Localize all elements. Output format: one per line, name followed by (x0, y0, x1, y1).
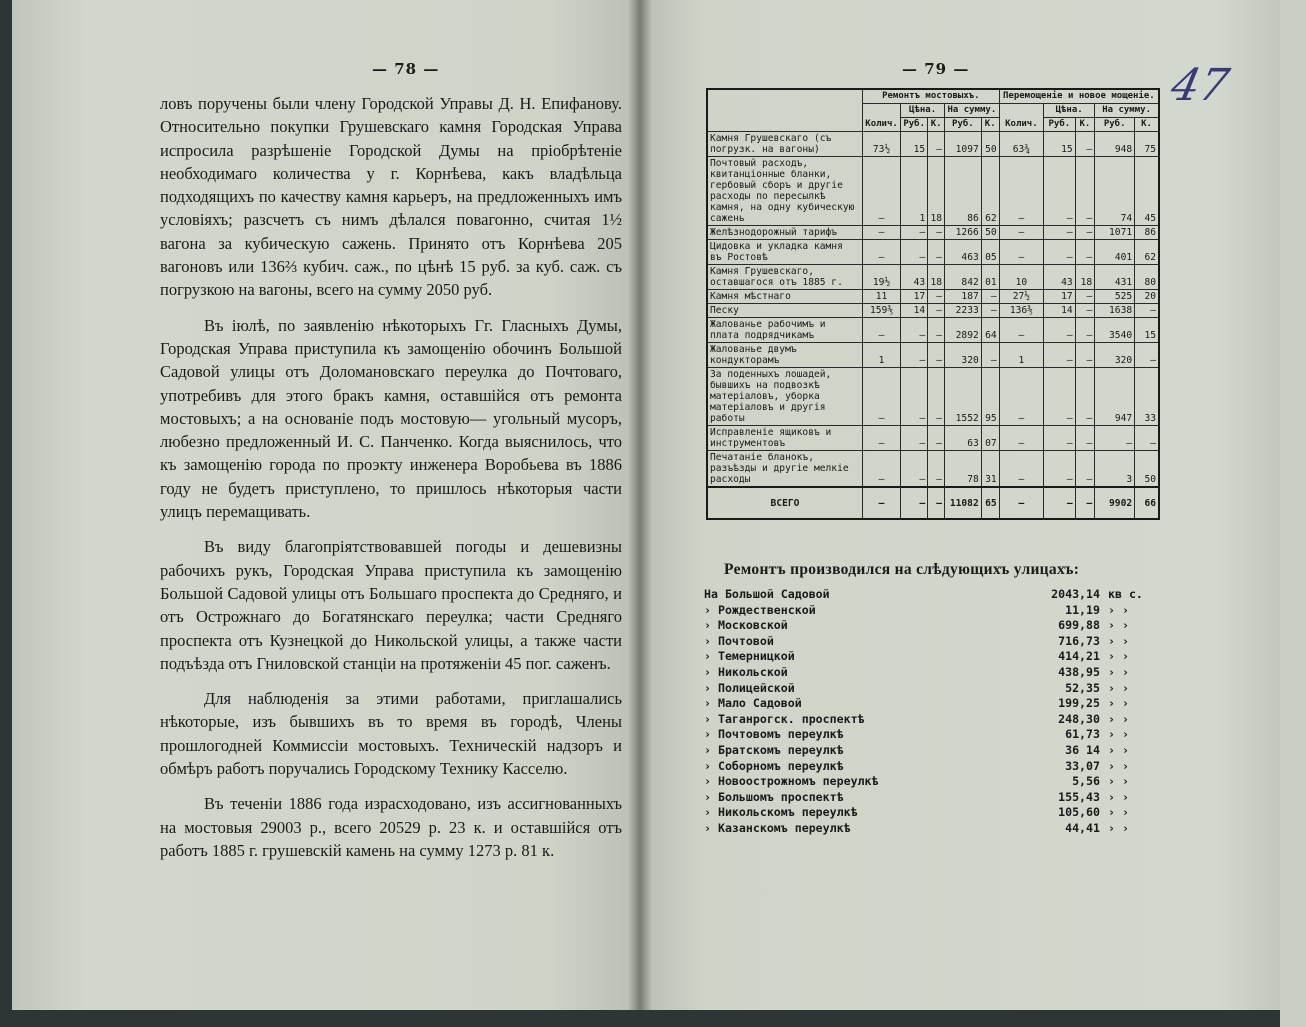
street-name: › Мало Садовой (704, 696, 802, 711)
table-row (707, 368, 1159, 426)
table-cell: 50 (1135, 451, 1159, 488)
table-cell: — (901, 487, 928, 519)
unit-header: К. (1075, 118, 1095, 132)
table-cell: — (1135, 304, 1159, 318)
table-cell: 17 (901, 290, 928, 304)
street-name: › Новоострожномъ переулкѣ (704, 774, 879, 789)
street-area: 61,73 (1065, 727, 1100, 742)
street-unit: › › (1108, 805, 1129, 820)
table-cell: — (863, 451, 901, 488)
street-row (704, 712, 1164, 728)
table-cell: — (928, 426, 945, 451)
table-cell: — (999, 426, 1043, 451)
street-row (704, 634, 1164, 650)
table-cell: 1552 (945, 368, 982, 426)
left-page-text (160, 92, 622, 874)
table-cell: 842 (945, 265, 982, 290)
sub-header-qty-2: Колич. (999, 104, 1043, 132)
table-cell: — (1075, 157, 1095, 226)
total-label: ВСЕГО (707, 487, 863, 519)
table-cell: — (999, 487, 1043, 519)
table-cell: — (1135, 426, 1159, 451)
table-cell: 43 (901, 265, 928, 290)
table-cell: — (1075, 318, 1095, 343)
streets-list (704, 587, 1164, 837)
handwritten-folio-number: 47 (1166, 60, 1234, 111)
street-name: › Рождественской (704, 602, 816, 617)
table-cell: — (999, 157, 1043, 226)
table-cell: 63 (945, 426, 982, 451)
table-cell: 2233 (945, 304, 982, 318)
row-description: Печатаніе бланокъ, разъѣзды и другіе мелкіе расходы (707, 451, 863, 488)
street-unit: › › (1108, 649, 1129, 664)
table-cell: 1 (901, 157, 928, 226)
table-cell: 18 (928, 157, 945, 226)
table-cell: — (863, 240, 901, 265)
street-area: 248,30 (1058, 711, 1100, 726)
street-row (704, 821, 1164, 837)
street-name: › Казанскомъ переулкѣ (704, 820, 851, 835)
table-cell: 75 (1135, 132, 1159, 157)
table-cell: — (1075, 426, 1095, 451)
street-area: 414,21 (1058, 649, 1100, 664)
table-cell: — (1075, 240, 1095, 265)
page-edge (1280, 0, 1306, 1027)
sub-header-price-1: Цѣна. (901, 104, 945, 118)
table-cell: — (928, 132, 945, 157)
table-cell: 15 (1135, 318, 1159, 343)
table-cell: — (863, 487, 901, 519)
description-header-cell (707, 89, 863, 132)
street-name: › Большомъ проспектѣ (704, 789, 844, 804)
table-cell: 159⅗ (863, 304, 901, 318)
table-cell: 431 (1095, 265, 1135, 290)
table-row (707, 265, 1159, 290)
table-cell: — (1044, 451, 1076, 488)
table-row (707, 318, 1159, 343)
table-cell: 525 (1095, 290, 1135, 304)
table-cell: — (928, 304, 945, 318)
table-cell: 948 (1095, 132, 1135, 157)
table-cell: — (928, 487, 945, 519)
table-cell: 15 (901, 132, 928, 157)
page-number-79: — 79 — (902, 60, 970, 78)
street-area: 11,19 (1065, 602, 1100, 617)
table-cell: — (928, 240, 945, 265)
table-cell: 401 (1095, 240, 1135, 265)
table-cell: — (928, 318, 945, 343)
street-row (704, 727, 1164, 743)
street-unit: › › (1108, 664, 1129, 679)
table-row (707, 451, 1159, 488)
table-cell: — (1044, 226, 1076, 240)
table-cell: — (928, 290, 945, 304)
street-row (704, 790, 1164, 806)
table-cell: 14 (901, 304, 928, 318)
table-cell: 33 (1135, 368, 1159, 426)
table-cell: 1 (863, 343, 901, 368)
group-header-repair: Ремонтъ мостовыхъ. (863, 89, 1000, 104)
street-unit: › › (1108, 680, 1129, 695)
table-total-row (707, 487, 1159, 519)
table-row (707, 426, 1159, 451)
row-description: За поденныхъ лошадей, бывшихъ на подвозкѣ матеріаловъ, уборка матеріаловъ и другія работы (707, 368, 863, 426)
street-row (704, 681, 1164, 697)
table-cell: — (1135, 343, 1159, 368)
table-cell: — (1075, 343, 1095, 368)
table-cell: — (863, 426, 901, 451)
book-gutter (628, 0, 652, 1010)
table-cell: — (1075, 290, 1095, 304)
table-cell: 74 (1095, 157, 1135, 226)
table-cell: 3540 (1095, 318, 1135, 343)
table-cell: — (928, 451, 945, 488)
table-cell: 62 (981, 157, 999, 226)
table-cell: — (1044, 240, 1076, 265)
table-cell: — (1075, 368, 1095, 426)
paragraph-4: Для наблюденія за этими работами, приглашались нѣкоторые, изъ бывшихъ въ то время въ городѣ, Члены прошлогодней Коммиссіи мостовыхъ. Техническій надзоръ и обмѣръ работъ поручались Городскому Технику Касселю. (160, 689, 622, 779)
row-description: Цидовка и укладка камня въ Ростовѣ (707, 240, 863, 265)
street-name: › Темерницкой (704, 649, 795, 664)
table-row (707, 132, 1159, 157)
table-cell: 15 (1044, 132, 1076, 157)
table-cell: — (901, 318, 928, 343)
street-unit: кв с. (1108, 587, 1143, 601)
table-cell: — (928, 368, 945, 426)
table-cell: — (901, 343, 928, 368)
row-description: Почтовый расходъ, квитанціонные бланки, гербовый сборъ и другіе расходы по пересылкѣ камня, на одну кубическую сажень (707, 157, 863, 226)
street-area: 438,95 (1058, 664, 1100, 679)
street-name: › Братскомъ переулкѣ (704, 742, 844, 757)
table-cell: — (1044, 487, 1076, 519)
table-cell: — (901, 240, 928, 265)
street-area: 699,88 (1058, 618, 1100, 633)
street-area: 36 14 (1065, 742, 1100, 757)
table-cell: 63¾ (999, 132, 1043, 157)
street-area: 52,35 (1065, 680, 1100, 695)
table-cell: 10 (999, 265, 1043, 290)
street-area: 105,60 (1058, 805, 1100, 820)
street-area: 199,25 (1058, 696, 1100, 711)
street-row (704, 618, 1164, 634)
table-cell: 66 (1135, 487, 1159, 519)
table-cell: 18 (928, 265, 945, 290)
street-unit: › › (1108, 618, 1129, 633)
table-row (707, 226, 1159, 240)
table-cell: — (901, 226, 928, 240)
table-cell: 27½ (999, 290, 1043, 304)
table-cell: 62 (1135, 240, 1159, 265)
street-name: › Почтовомъ переулкѣ (704, 727, 844, 742)
street-area: 5,56 (1072, 774, 1100, 789)
sub-header-qty-1: Колич. (863, 104, 901, 132)
street-unit: › › (1108, 774, 1129, 789)
street-row (704, 665, 1164, 681)
table-cell: 1266 (945, 226, 982, 240)
unit-header: Руб. (1095, 118, 1135, 132)
table-cell: — (1044, 318, 1076, 343)
street-unit: › › (1108, 727, 1129, 742)
row-description: Жалованье двумъ кондукторамъ (707, 343, 863, 368)
street-row (704, 649, 1164, 665)
table-cell: — (981, 304, 999, 318)
table-cell: 11082 (945, 487, 982, 519)
table-cell: — (999, 226, 1043, 240)
table-cell: — (928, 226, 945, 240)
row-description: Камня Грушевскаго, оставшагося отъ 1885 г. (707, 265, 863, 290)
street-row (704, 743, 1164, 759)
unit-header: К. (928, 118, 945, 132)
table-cell: 320 (1095, 343, 1135, 368)
street-unit: › › (1108, 696, 1129, 711)
table-cell: 86 (945, 157, 982, 226)
table-row (707, 290, 1159, 304)
table-cell: 50 (981, 132, 999, 157)
table-cell: 2892 (945, 318, 982, 343)
street-name: › Московской (704, 618, 788, 633)
street-name: › Никольскомъ переулкѣ (704, 805, 858, 820)
table-cell: — (901, 368, 928, 426)
table-body (707, 132, 1159, 520)
unit-header: Руб. (945, 118, 982, 132)
table-cell: 01 (981, 265, 999, 290)
paragraph-1: ловъ поручены были члену Городской Управы Д. Н. Епифанову. Относительно покупки Грушевскаго камня Городская Управа испросила разрѣшеніе Городской Думы на пріобрѣтеніе необходимаго количества у г. Корнѣева, какъ владѣльца подходящихъ по качеству камня карьеръ, на предложенныхъ имъ условіяхъ; разсчетъ съ нимъ дѣлался повагонно, считая 1½ вагона за кубическую сажень. Принято отъ Корнѣева 205 вагоновъ или 136⅔ кубич. саж., по цѣнѣ 15 руб. за куб. саж. съ погрузкою на вагоны, всего на сумму 2050 руб. (160, 94, 622, 300)
table-cell: 50 (981, 226, 999, 240)
row-description: Жалованье рабочимъ и плата подрядчикамъ (707, 318, 863, 343)
unit-header: Руб. (1044, 118, 1076, 132)
table-cell: 136⅗ (999, 304, 1043, 318)
table-cell: 1071 (1095, 226, 1135, 240)
street-unit: › › (1108, 820, 1129, 835)
table-cell: — (1075, 451, 1095, 488)
row-description: Камня Грушевскаго (съ погрузк. на вагоны) (707, 132, 863, 157)
group-header-repaving: Перемощеніе и новое мощеніе. (999, 89, 1159, 104)
table-cell: — (999, 318, 1043, 343)
table-cell: 31 (981, 451, 999, 488)
table-cell: 187 (945, 290, 982, 304)
table-cell: — (863, 318, 901, 343)
table-cell: — (1044, 426, 1076, 451)
street-name: › Соборномъ переулкѣ (704, 758, 844, 773)
paragraph-5: Въ теченіи 1886 года израсходовано, изъ ассигнованныхъ на мостовыя 29003 р., всего 20529 р. 23 к. и оставшійся отъ работъ 1885 г. грушевскій камень на сумму 1273 р. 81 к. (160, 794, 622, 860)
table-cell: 18 (1075, 265, 1095, 290)
unit-header: К. (981, 118, 999, 132)
sub-header-sum-1: На сумму. (945, 104, 1000, 118)
sub-header-price-2: Цѣна. (1044, 104, 1095, 118)
table-cell: 1097 (945, 132, 982, 157)
table-cell: 9902 (1095, 487, 1135, 519)
street-unit: › › (1108, 633, 1129, 648)
table-cell: — (999, 240, 1043, 265)
table-cell: 20 (1135, 290, 1159, 304)
street-unit: › › (1108, 711, 1129, 726)
row-description: Желѣзнодорожный тарифъ (707, 226, 863, 240)
table-cell: — (981, 290, 999, 304)
table-cell: — (1044, 343, 1076, 368)
table-cell: — (1075, 226, 1095, 240)
street-name: › Таганрогск. проспектѣ (704, 711, 865, 726)
street-unit: › › (1108, 758, 1129, 773)
table-cell: 80 (1135, 265, 1159, 290)
street-name: На Большой Садовой (704, 587, 830, 601)
table-cell: — (1044, 157, 1076, 226)
table-cell: — (999, 368, 1043, 426)
table-cell: 320 (945, 343, 982, 368)
table-cell: 07 (981, 426, 999, 451)
street-area: 716,73 (1058, 633, 1100, 648)
row-description: Исправленіе ящиковъ и инструментовъ (707, 426, 863, 451)
table-cell: — (1095, 426, 1135, 451)
table-cell: 17 (1044, 290, 1076, 304)
table-row (707, 343, 1159, 368)
street-row (704, 603, 1164, 619)
street-area: 33,07 (1065, 758, 1100, 773)
street-row (704, 696, 1164, 712)
street-row (704, 774, 1164, 790)
row-description: Камня мѣстнаго (707, 290, 863, 304)
table-cell: 05 (981, 240, 999, 265)
street-row (704, 759, 1164, 775)
table-cell: — (901, 426, 928, 451)
sub-header-sum-2: На сумму. (1095, 104, 1159, 118)
unit-header: К. (1135, 118, 1159, 132)
table-cell: — (901, 451, 928, 488)
street-name: › Полицейской (704, 680, 795, 695)
table-cell: — (1075, 487, 1095, 519)
table-cell: — (1075, 304, 1095, 318)
table-cell: — (1075, 132, 1095, 157)
page-number-78: — 78 — (372, 60, 440, 78)
table-cell: 64 (981, 318, 999, 343)
left-page (12, 0, 640, 1010)
table-cell: 3 (1095, 451, 1135, 488)
table-cell: 1638 (1095, 304, 1135, 318)
table-cell: 463 (945, 240, 982, 265)
row-description: Песку (707, 304, 863, 318)
table-cell: 45 (1135, 157, 1159, 226)
table-row (707, 240, 1159, 265)
street-row (704, 587, 1164, 603)
street-unit: › › (1108, 789, 1129, 804)
table-cell: 11 (863, 290, 901, 304)
street-row (704, 805, 1164, 821)
paragraph-2: Въ іюлѣ, по заявленію нѣкоторыхъ Гг. Гласныхъ Думы, Городская Управа приступила къ замощенію обочинъ Большой Садовой улицы отъ Доломановскаго переулка до Почтоваго, употребивъ для этого бракъ камня, оставшійся отъ ремонта мостовыхъ; а на основаніе подъ мостовую— угольный мусоръ, любезно предложенный И. С. Панченко. Когда выяснилось, что къ замощенію города по проэкту инженера Воробьева въ 1886 году не будетъ приступлено, то пришлось нѣкоторыя части улицъ перемащивать. (160, 315, 622, 522)
table-cell: — (863, 226, 901, 240)
street-unit: › › (1108, 602, 1129, 617)
table-cell: 43 (1044, 265, 1076, 290)
street-name: › Почтовой (704, 633, 774, 648)
table-cell: 65 (981, 487, 999, 519)
street-unit: › › (1108, 742, 1129, 757)
table-cell: — (863, 368, 901, 426)
table-cell: — (928, 343, 945, 368)
table-cell: 14 (1044, 304, 1076, 318)
table-cell: — (981, 343, 999, 368)
table-cell: — (1044, 368, 1076, 426)
table-cell: 1 (999, 343, 1043, 368)
table-cell: 86 (1135, 226, 1159, 240)
table-row (707, 157, 1159, 226)
street-area: 2043,14 (1051, 587, 1100, 601)
table-cell: 95 (981, 368, 999, 426)
table-cell: 78 (945, 451, 982, 488)
table-cell: — (863, 157, 901, 226)
paragraph-3: Въ виду благопріятствовавшей погоды и дешевизны рабочихъ рукъ, Городская Управа приступила къ замощенію Большой Садовой улицы отъ Большаго проспекта до Средняго, и отъ Острожнаго до Богатянскаго переулка; части Средняго проспекта отъ Кузнецкой до Никольской улицы, а также части подъѣзда отъ Гниловской станціи на протяженіи 45 пог. саженъ. (160, 537, 622, 673)
table-cell: — (999, 451, 1043, 488)
table-cell: 947 (1095, 368, 1135, 426)
table-group-header-row (707, 89, 1159, 104)
streets-heading: Ремонтъ производился на слѣдующихъ улицахъ: (724, 561, 1080, 578)
unit-header: Руб. (901, 118, 928, 132)
street-name: › Никольской (704, 664, 788, 679)
table-cell: 73½ (863, 132, 901, 157)
table-row (707, 304, 1159, 318)
table-cell: 19½ (863, 265, 901, 290)
expense-table (706, 88, 1160, 520)
street-area: 155,43 (1058, 789, 1100, 804)
street-area: 44,41 (1065, 820, 1100, 835)
